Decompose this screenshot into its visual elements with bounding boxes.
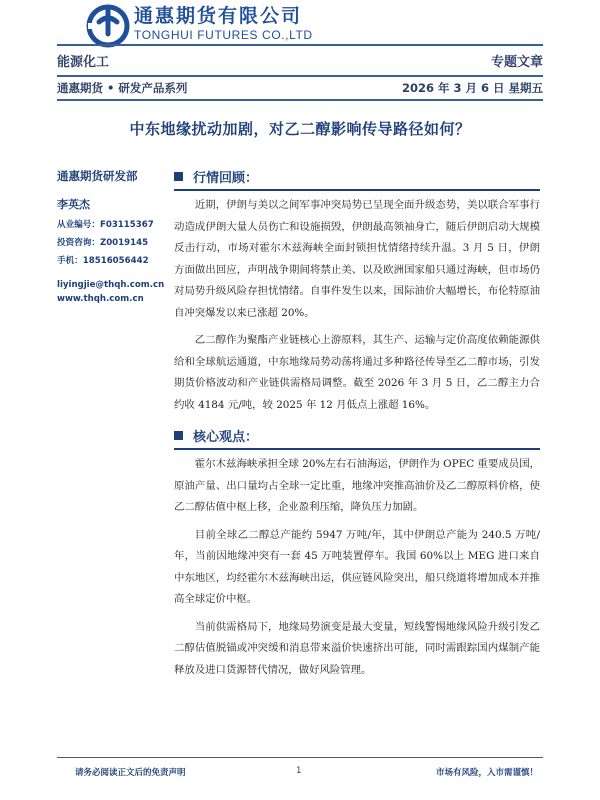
section-market-review — [174, 165, 540, 416]
report-category: 能源化工 — [57, 55, 110, 70]
square-bullet-icon — [174, 172, 183, 181]
section-rule — [174, 448, 540, 450]
section-core-views — [174, 424, 540, 681]
email-link[interactable]: liyingjie@thqh.com.cn — [57, 280, 165, 290]
company-logo — [86, 4, 313, 48]
page-title: 中东地缘扰动加剧，对乙二醇影响传导路径如何？ — [129, 120, 471, 138]
report-type: 专题文章 — [490, 55, 543, 70]
paragraph: 乙二醇作为聚酯产业链核心上游原料，其生产、运输与定价高度依赖能源供给和全球航运通道，中东地缘局势动荡将通过多种路径传导至乙二醇市场，引发期货价格波动和产业链供需格局调整。截至 2026 年 3 月 5 日，乙二醇主力合约收 4184 元/吨，较 2025 年 12 月低点上涨超 16%。 — [174, 334, 540, 411]
series-bar — [57, 78, 543, 100]
square-bullet-icon — [174, 431, 183, 440]
license-number: 从业编号：F03115367 — [57, 220, 154, 230]
paragraph: 目前全球乙二醇总产能约 5947 万吨/年，其中伊朗总产能为 240.5 万吨/年，当前因地缘冲突有一套 45 万吨装置停车。我国 60%以上 MEG 进口来自中东地区，均经霍尔木兹海峡出运，供应链风险突出，船只绕道将增加成本并推高全球定价中枢。 — [174, 528, 540, 605]
section-rule — [174, 189, 540, 191]
header-bottom-rule — [57, 99, 543, 101]
analyst-name: 李英杰 — [57, 198, 90, 211]
website-link[interactable]: www.thqh.com.cn — [57, 294, 144, 304]
company-name-en: TONGHUI FUTURES CO.,LTD — [134, 28, 313, 42]
tonghui-logo-icon — [86, 4, 130, 48]
consulting-number: 投资咨询：Z0019145 — [57, 238, 149, 248]
section-heading — [174, 165, 540, 187]
section-title: 行情回顾： — [193, 170, 259, 186]
section-heading — [174, 424, 540, 446]
phone-number: 手机：18516056442 — [57, 256, 149, 266]
paragraph: 近期，伊朗与美以之间军事冲突局势已呈现全面升级态势，美以联合军事行动造成伊朗大量人员伤亡和设施损毁，伊朗最高领袖身亡，随后伊朗启动大规模反击行动，市场对霍尔木兹海峡全面封锁担忧情绪持续升温。3 月 5 日，伊朗方面做出回应，声明战争期间将禁止美、以及欧洲国家船只通过海峡，但市场仍对局势升级风险存担忧情绪。自事件发生以来，国际油价大幅增长，布伦特原油自冲突爆发以来已涨超 20%。 — [174, 199, 540, 319]
main-content — [174, 165, 540, 681]
author-sidebar — [57, 168, 167, 304]
risk-warning: 市场有风险，入市需谨慎！ — [435, 768, 538, 778]
paragraph: 霍尔木兹海峡承担全球 20%左右石油海运，伊朗作为 OPEC 重要成员国，原油产量、出口量均占全球一定比重，地缘冲突推高油价及乙二醇原料价格，使乙二醇估值中枢上移，企业盈利压缩，降负压力加剧。 — [174, 458, 540, 513]
report-date: 2026 年 3 月 6 日 星期五 — [401, 81, 543, 95]
category-bar — [57, 44, 543, 76]
paragraph: 当前供需格局下，地缘局势演变是最大变量，短线警惕地缘风险升级引发乙二醇估值脱锚或冲突缓和消息带来溢价快速挤出可能，同时需跟踪国内煤制产能释放及进口货源替代情况，做好风险管理。 — [174, 620, 540, 676]
page-number: 1 — [296, 766, 302, 776]
report-series: 通惠期货 • 研发产品系列 — [57, 81, 188, 95]
research-dept: 通惠期货研发部 — [57, 169, 138, 183]
disclaimer-note: 请务必阅读正文后的免责声明 — [75, 768, 186, 778]
company-name-cn: 通惠期货有限公司 — [134, 5, 303, 27]
footer-rule — [57, 757, 543, 758]
header-mid-rule — [57, 75, 543, 77]
section-title: 核心观点： — [193, 429, 259, 445]
